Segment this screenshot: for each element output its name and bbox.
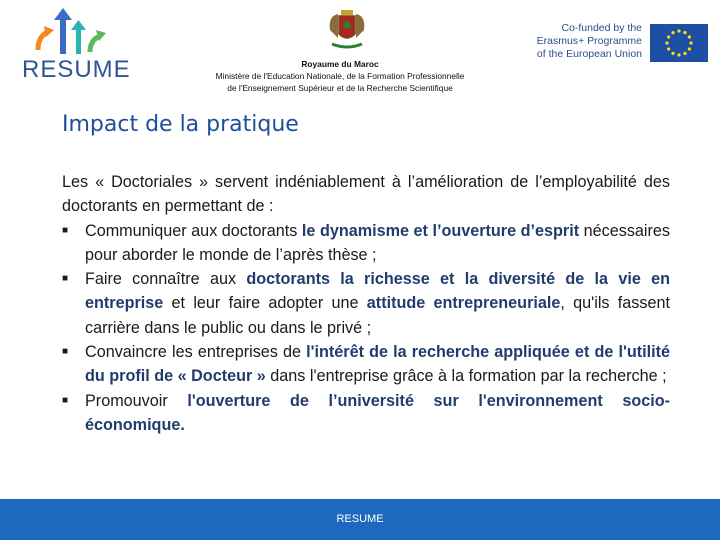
bullet-item [62, 267, 670, 340]
eu-cofunded-logo [530, 22, 720, 66]
slide-body [62, 170, 670, 437]
bullet-text: , qu'ils fassent carrière dans le public ou dans le privé ; [85, 294, 670, 337]
bullet-list [62, 219, 670, 438]
bullet-text: Promouvoir [85, 391, 188, 410]
eu-star [665, 41, 668, 44]
eu-line-1: Co-funded by the [561, 22, 642, 34]
eu-star [671, 52, 674, 55]
slide-title: Impact de la pratique [62, 112, 299, 137]
eu-line-2: Erasmus+ Programme [536, 35, 642, 47]
eu-star [677, 53, 680, 56]
morocco-emblem-icon [326, 8, 368, 50]
bullet-highlight-text: doctorants la richesse et la diversité de la vie en entreprise [85, 270, 670, 313]
bullet-marker-icon: ■ [62, 224, 69, 236]
eu-star [689, 41, 692, 44]
eu-flag-icon [650, 24, 708, 62]
bullet-item [62, 340, 670, 389]
ministry-header [150, 58, 530, 94]
bullet-text: et leur faire adopter une [163, 294, 367, 313]
bullet-text: Faire connaître aux [85, 270, 247, 289]
bullet-marker-icon: ■ [62, 273, 69, 285]
bullet-highlight-text: le dynamisme et l’ouverture d’esprit [301, 221, 580, 240]
intro-paragraph: Les « Doctoriales » servent indéniablement à l’amélioration de l’employabilité des doctorants en permettant de : [62, 173, 670, 216]
bullet-text: nécessaires pour aborder le monde de l’après thèse ; [85, 221, 671, 264]
bullet-text: Convaincre les entreprises de [85, 343, 307, 362]
eu-cofunded-text [530, 22, 642, 61]
eu-star [667, 35, 670, 38]
eu-star [688, 35, 691, 38]
bullet-highlight-text: attitude entrepreneuriale [366, 294, 561, 313]
resume-arrows-icon [32, 6, 112, 56]
eu-line-3: of the European Union [536, 48, 642, 60]
bullet-marker-icon: ■ [62, 394, 69, 406]
bullet-item [62, 389, 670, 438]
footer-bar [0, 499, 720, 540]
ministry-name-line2: de l'Enseignement Supérieur et de la Recherche Scientifique [227, 83, 453, 93]
ministry-name-line1: Ministère de l'Education Nationale, de la Formation Professionnelle [215, 71, 465, 81]
bullet-item [62, 219, 670, 268]
eu-star [683, 52, 686, 55]
eu-star [688, 47, 691, 50]
resume-logo [18, 6, 131, 83]
eu-star [671, 31, 674, 34]
ministry-country: Royaume du Maroc [301, 59, 379, 69]
eu-star [683, 31, 686, 34]
bullet-text: dans l'entreprise grâce à la formation par la recherche ; [265, 367, 667, 386]
bullet-text: Communiquer aux doctorants [85, 221, 302, 240]
bullet-highlight-text: l'ouverture de l’université sur l'environnement socio-économique. [85, 391, 670, 434]
eu-star [677, 29, 680, 32]
resume-logo-text: RESUME [22, 56, 131, 83]
footer-label: RESUME [336, 513, 384, 525]
eu-star [667, 47, 670, 50]
bullet-marker-icon: ■ [62, 346, 69, 358]
bullet-highlight-text: l'intérêt de la recherche appliquée et de l'utilité du profil de « Docteur » [85, 343, 670, 386]
